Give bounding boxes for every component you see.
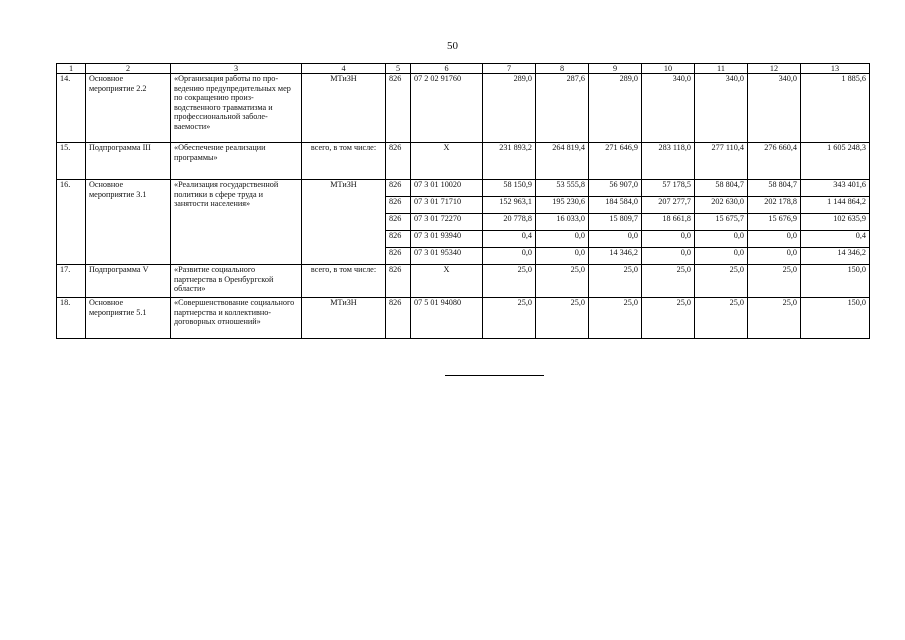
value-cell: 25,0 [536,265,589,298]
row-executor: всего, в том числе: [302,265,386,298]
value-cell: 0,0 [536,248,589,265]
header-cell: 8 [536,64,589,74]
value-cell: 276 660,4 [748,143,801,180]
row-type: Основное мероприятие 3.1 [86,180,171,265]
value-cell: 0,0 [642,231,695,248]
value-cell: 25,0 [695,265,748,298]
value-cell: 25,0 [483,298,536,339]
value-cell: 0,0 [695,231,748,248]
header-cell: 2 [86,64,171,74]
table-row [57,298,870,339]
value-cell: 231 893,2 [483,143,536,180]
value-cell: 58 150,9 [483,180,536,197]
row-number: 15. [57,143,86,180]
value-cell: 58 804,7 [748,180,801,197]
row-grbs: 826 [386,298,411,339]
row-grbs: 826 [386,143,411,180]
row-executor: МТиЗН [302,298,386,339]
value-cell: 340,0 [748,74,801,143]
value-cell: 25,0 [589,298,642,339]
row-number: 17. [57,265,86,298]
row-name: «Обеспечение реализации программы» [171,143,302,180]
total-cell: 102 635,9 [801,214,870,231]
value-cell: 207 277,7 [642,197,695,214]
row-kbk: 07 3 01 71710 [411,197,483,214]
row-grbs: 826 [386,214,411,231]
budget-table [56,63,870,339]
row-type: Подпрограмма III [86,143,171,180]
header-cell: 5 [386,64,411,74]
header-row [57,64,870,74]
value-cell: 0,0 [536,231,589,248]
total-cell: 1 605 248,3 [801,143,870,180]
value-cell: 25,0 [695,298,748,339]
value-cell: 152 963,1 [483,197,536,214]
row-kbk: 07 3 01 93940 [411,231,483,248]
header-cell: 1 [57,64,86,74]
row-number: 18. [57,298,86,339]
total-cell: 150,0 [801,298,870,339]
value-cell: 195 230,6 [536,197,589,214]
row-executor: МТиЗН [302,180,386,265]
table-row [57,143,870,180]
row-name: «Развитие социального партнерства в Оренбургской области» [171,265,302,298]
value-cell: 0,4 [483,231,536,248]
row-name: «Реализация государственной политики в сфере труда и занятости населения» [171,180,302,265]
row-grbs: 826 [386,231,411,248]
total-cell: 150,0 [801,265,870,298]
header-cell: 7 [483,64,536,74]
row-kbk: 07 3 01 95340 [411,248,483,265]
value-cell: 340,0 [695,74,748,143]
value-cell: 14 346,2 [589,248,642,265]
value-cell: 15 676,9 [748,214,801,231]
row-grbs: 826 [386,74,411,143]
row-number: 14. [57,74,86,143]
row-kbk: 07 2 02 91760 [411,74,483,143]
value-cell: 0,0 [483,248,536,265]
header-cell: 13 [801,64,870,74]
row-grbs: 826 [386,180,411,197]
value-cell: 277 110,4 [695,143,748,180]
header-cell: 10 [642,64,695,74]
row-kbk: 07 3 01 72270 [411,214,483,231]
row-name: «Совершенствование социального партнерства и коллективно-договорных отношений» [171,298,302,339]
value-cell: 25,0 [642,265,695,298]
row-executor: всего, в том числе: [302,143,386,180]
value-cell: 56 907,0 [589,180,642,197]
value-cell: 289,0 [483,74,536,143]
value-cell: 289,0 [589,74,642,143]
value-cell: 0,0 [642,248,695,265]
value-cell: 271 646,9 [589,143,642,180]
total-cell: 1 885,6 [801,74,870,143]
value-cell: 0,0 [589,231,642,248]
end-separator-line [445,375,544,376]
value-cell: 287,6 [536,74,589,143]
value-cell: 202 178,8 [748,197,801,214]
value-cell: 0,0 [748,248,801,265]
table-row [57,180,870,197]
total-cell: 0,4 [801,231,870,248]
value-cell: 20 778,8 [483,214,536,231]
total-cell: 343 401,6 [801,180,870,197]
value-cell: 15 675,7 [695,214,748,231]
value-cell: 283 118,0 [642,143,695,180]
row-type: Основное мероприятие 5.1 [86,298,171,339]
value-cell: 25,0 [642,298,695,339]
header-cell: 3 [171,64,302,74]
value-cell: 184 584,0 [589,197,642,214]
total-cell: 1 144 864,2 [801,197,870,214]
row-grbs: 826 [386,265,411,298]
value-cell: 25,0 [748,265,801,298]
row-kbk: 07 3 01 10020 [411,180,483,197]
value-cell: 25,0 [589,265,642,298]
row-executor: МТиЗН [302,74,386,143]
value-cell: 0,0 [695,248,748,265]
header-cell: 4 [302,64,386,74]
row-kbk: 07 5 01 94080 [411,298,483,339]
value-cell: 16 033,0 [536,214,589,231]
value-cell: 340,0 [642,74,695,143]
row-grbs: 826 [386,197,411,214]
row-number: 16. [57,180,86,265]
row-type: Основное мероприятие 2.2 [86,74,171,143]
row-kbk: Х [411,265,483,298]
header-cell: 6 [411,64,483,74]
row-grbs: 826 [386,248,411,265]
value-cell: 25,0 [536,298,589,339]
table-row [57,74,870,143]
value-cell: 25,0 [748,298,801,339]
value-cell: 202 630,0 [695,197,748,214]
value-cell: 57 178,5 [642,180,695,197]
value-cell: 0,0 [748,231,801,248]
row-name: «Организация работы по про-ведению предупредительных мер по сокращению произ-водственного травматизма и профессиональной заболе-ваемости» [171,74,302,143]
total-cell: 14 346,2 [801,248,870,265]
value-cell: 15 809,7 [589,214,642,231]
header-cell: 9 [589,64,642,74]
value-cell: 25,0 [483,265,536,298]
header-cell: 11 [695,64,748,74]
row-kbk: Х [411,143,483,180]
row-type: Подпрограмма V [86,265,171,298]
value-cell: 53 555,8 [536,180,589,197]
value-cell: 18 661,8 [642,214,695,231]
value-cell: 58 804,7 [695,180,748,197]
table-row [57,265,870,298]
header-cell: 12 [748,64,801,74]
value-cell: 264 819,4 [536,143,589,180]
page-number: 50 [447,40,458,52]
